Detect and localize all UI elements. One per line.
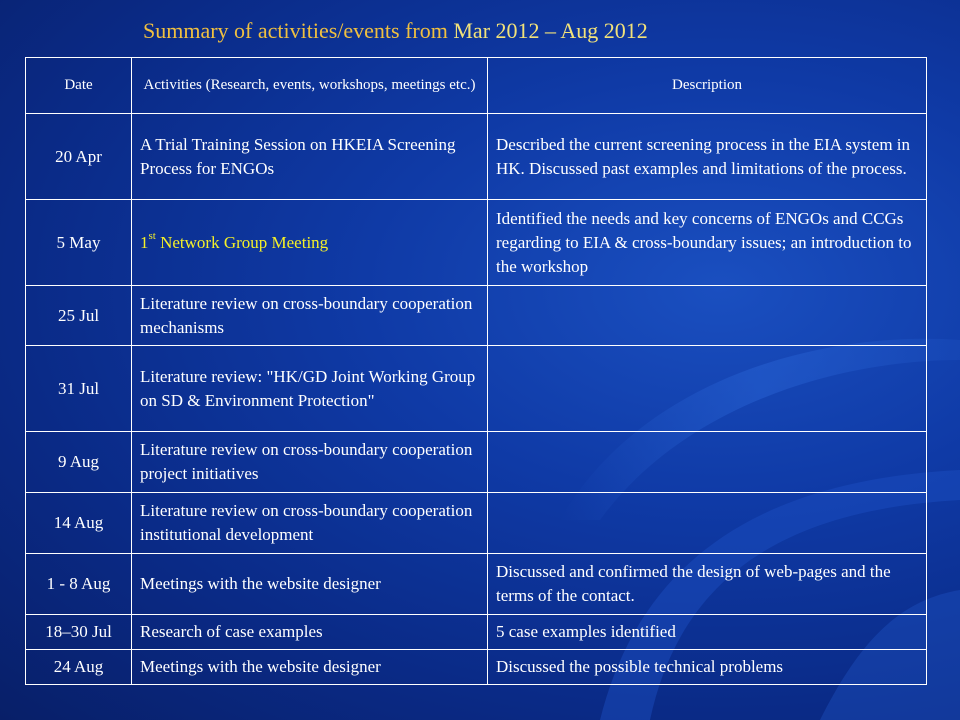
row-activity: Literature review on cross-boundary cooperation institutional development bbox=[132, 493, 488, 554]
table-row bbox=[26, 114, 927, 200]
activity-ordinal: 1 bbox=[140, 232, 149, 252]
table-row bbox=[26, 200, 927, 286]
page-title bbox=[143, 18, 843, 44]
table-row bbox=[26, 432, 927, 493]
header-date: Date bbox=[26, 58, 132, 114]
table-row bbox=[26, 615, 927, 650]
row-activity: A Trial Training Session on HKEIA Screening Process for ENGOs bbox=[132, 114, 488, 200]
table-row bbox=[26, 286, 927, 346]
row-description bbox=[488, 286, 927, 346]
row-description: Identified the needs and key concerns of ENGOs and CCGs regarding to EIA & cross-boundary issues; an introduction to the workshop bbox=[488, 200, 927, 286]
row-date: 18–30 Jul bbox=[26, 615, 132, 650]
row-description: Discussed and confirmed the design of web-pages and the terms of the contact. bbox=[488, 554, 927, 615]
title-part-2: Mar 2012 – Aug 2012 bbox=[447, 18, 648, 43]
activities-table bbox=[25, 57, 927, 685]
row-activity: Literature review on cross-boundary cooperation mechanisms bbox=[132, 286, 488, 346]
row-date: 14 Aug bbox=[26, 493, 132, 554]
row-activity: Meetings with the website designer bbox=[132, 554, 488, 615]
activity-ordinal-suffix: st bbox=[148, 229, 156, 242]
row-description: 5 case examples identified bbox=[488, 615, 927, 650]
table-row bbox=[26, 554, 927, 615]
title-part-1: Summary of activities/events from bbox=[143, 18, 448, 43]
row-activity: Meetings with the website designer bbox=[132, 650, 488, 685]
row-activity: Literature review: "HK/GD Joint Working Group on SD & Environment Protection" bbox=[132, 346, 488, 432]
row-description: Described the current screening process in the EIA system in HK. Discussed past examples and limitations of the process. bbox=[488, 114, 927, 200]
table-row bbox=[26, 346, 927, 432]
header-description: Description bbox=[488, 58, 927, 114]
row-activity: Research of case examples bbox=[132, 615, 488, 650]
row-description: Discussed the possible technical problems bbox=[488, 650, 927, 685]
table-header-row bbox=[26, 58, 927, 114]
row-date: 1 - 8 Aug bbox=[26, 554, 132, 615]
activity-text: Network Group Meeting bbox=[155, 232, 329, 252]
row-description bbox=[488, 432, 927, 493]
row-date: 25 Jul bbox=[26, 286, 132, 346]
row-description bbox=[488, 346, 927, 432]
row-activity bbox=[132, 200, 488, 286]
row-date: 5 May bbox=[26, 200, 132, 286]
row-date: 20 Apr bbox=[26, 114, 132, 200]
row-activity: Literature review on cross-boundary cooperation project initiatives bbox=[132, 432, 488, 493]
header-activities: Activities (Research, events, workshops, meetings etc.) bbox=[132, 58, 488, 114]
row-description bbox=[488, 493, 927, 554]
row-date: 9 Aug bbox=[26, 432, 132, 493]
table-row bbox=[26, 650, 927, 685]
table-row bbox=[26, 493, 927, 554]
row-date: 31 Jul bbox=[26, 346, 132, 432]
row-date: 24 Aug bbox=[26, 650, 132, 685]
